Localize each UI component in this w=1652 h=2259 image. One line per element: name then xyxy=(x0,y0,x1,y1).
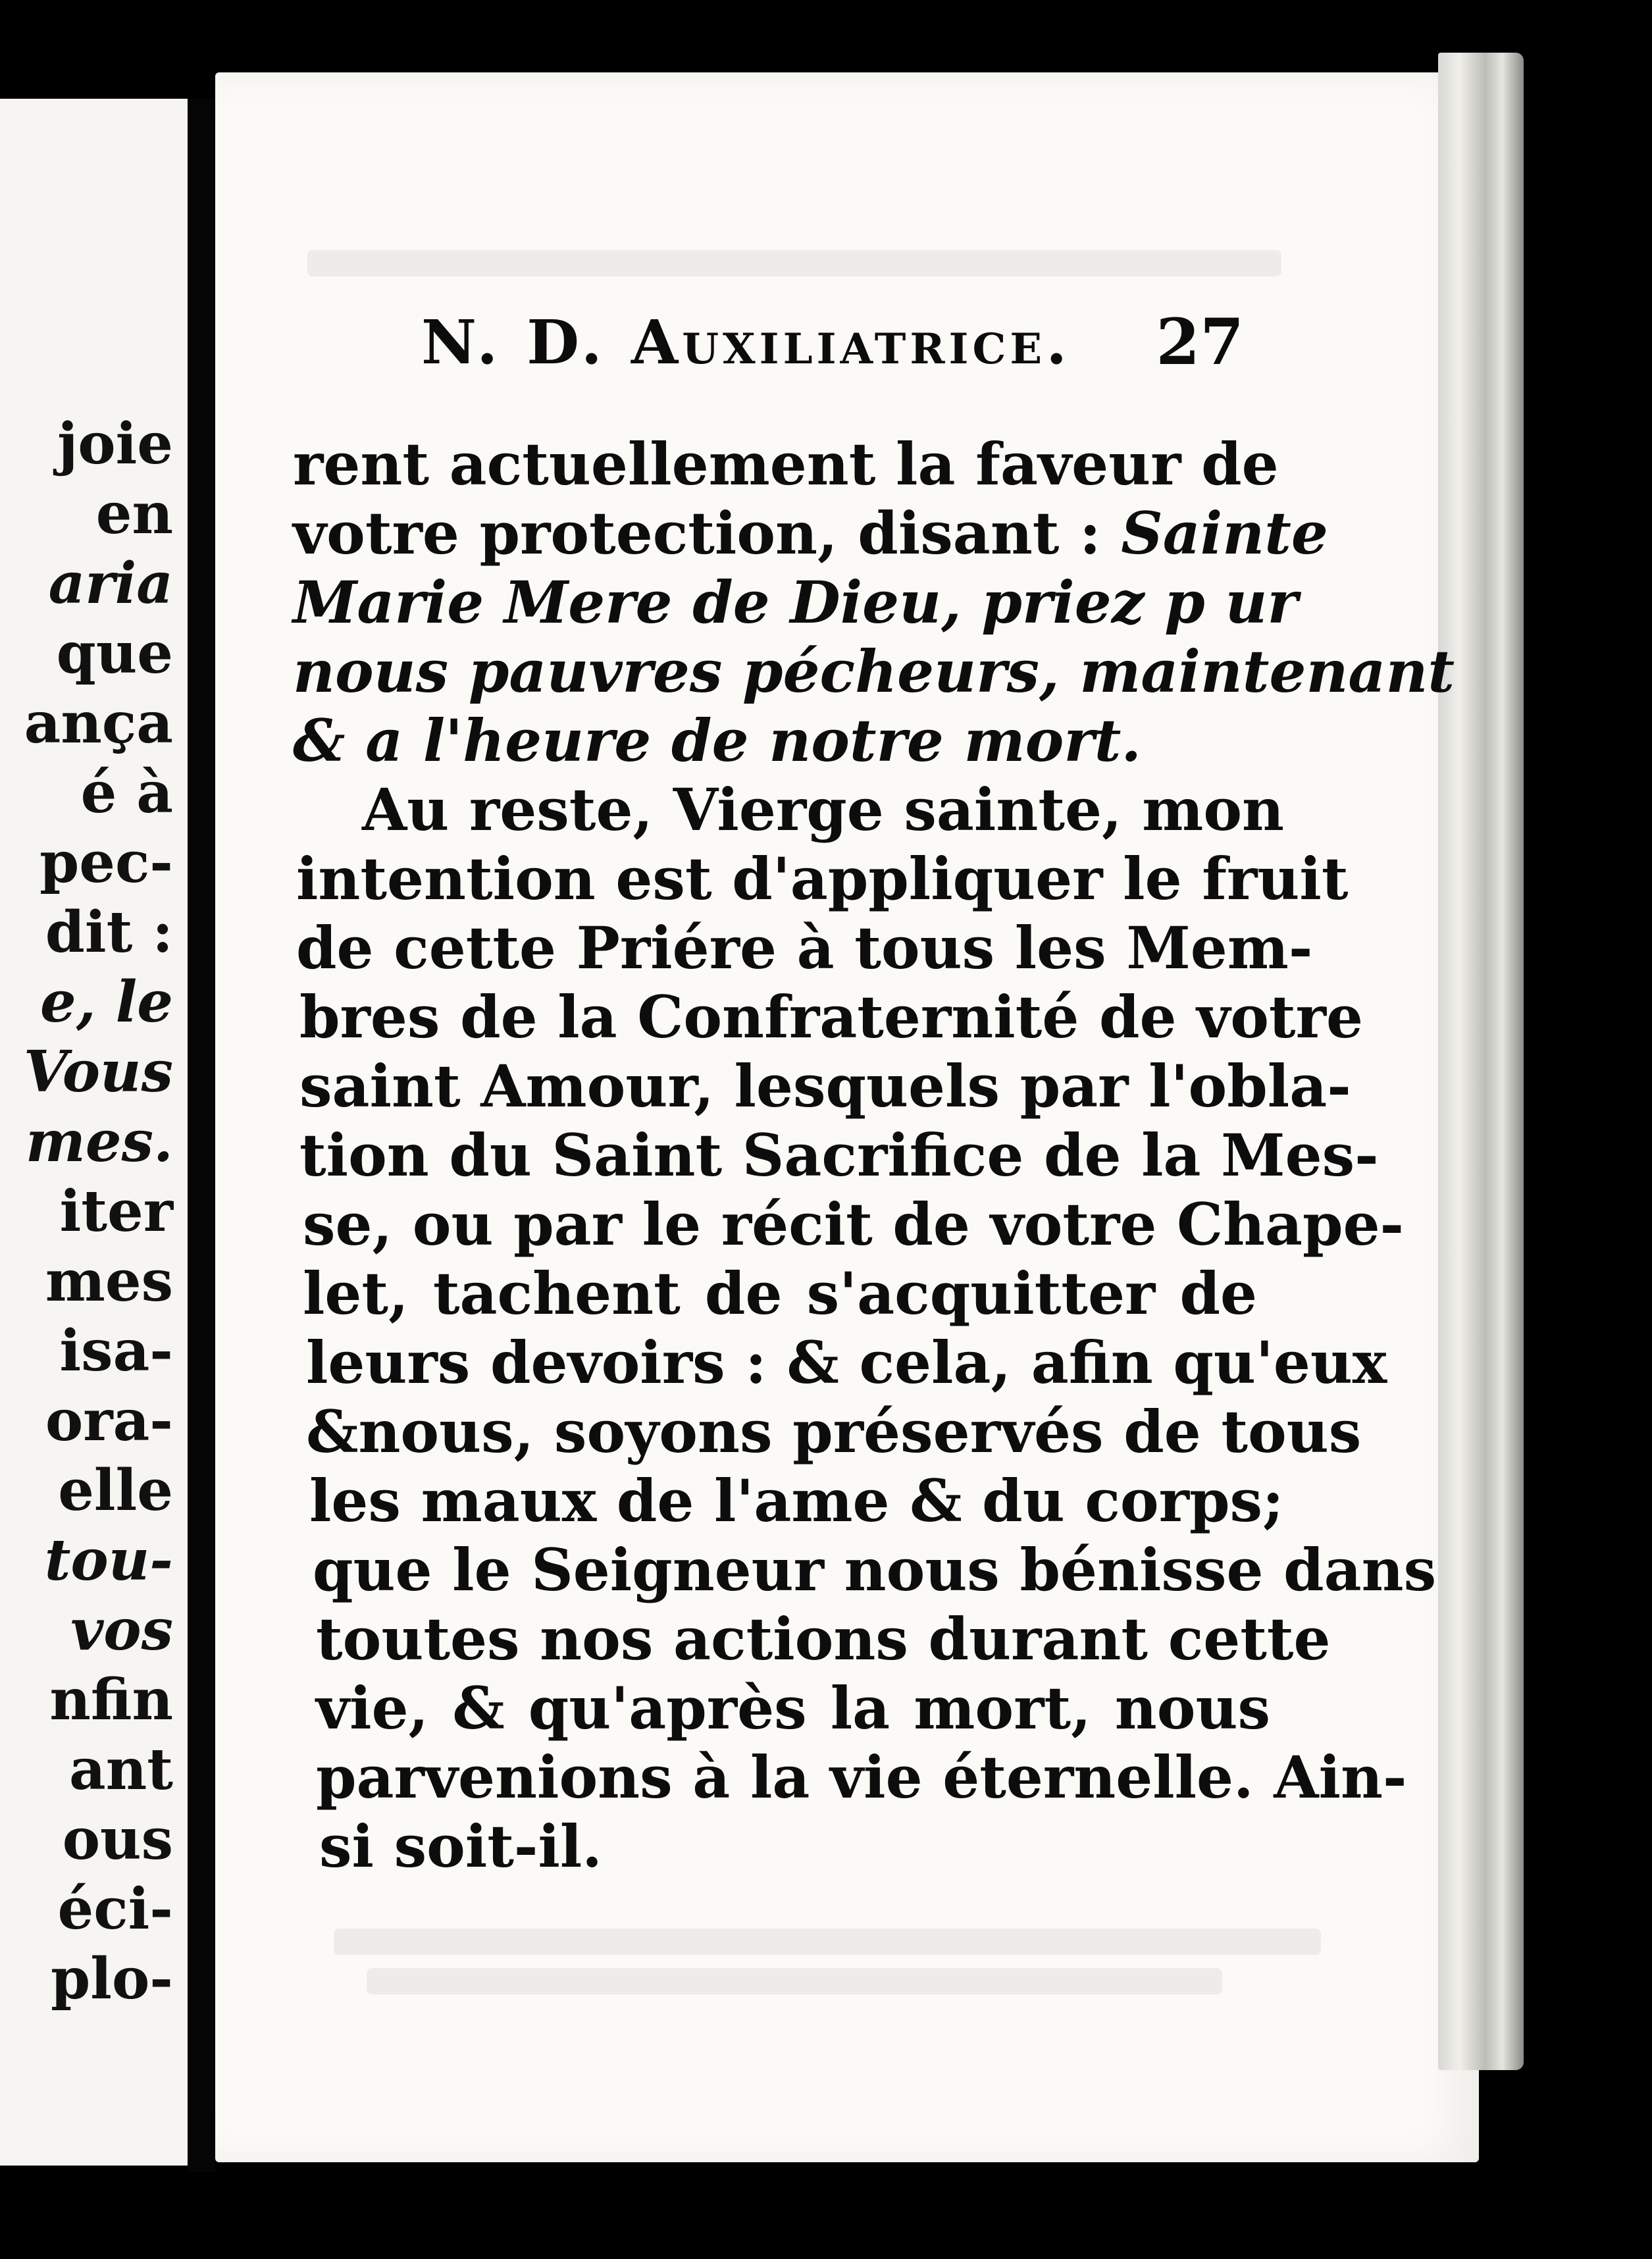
text-line: votre protection, disant : Sainte xyxy=(293,499,1328,567)
facing-page-line: ança xyxy=(24,690,173,756)
text-line: parvenions à la vie éternelle. Ain- xyxy=(316,1743,1407,1811)
facing-page-line: e, le xyxy=(40,969,173,1035)
facing-page-line: mes. xyxy=(25,1108,173,1175)
facing-page-line: ant xyxy=(69,1736,173,1803)
facing-page-line: joie xyxy=(57,411,173,477)
running-title: N. D. Auxiliatrice. xyxy=(421,307,1071,378)
facing-page-line: éci- xyxy=(57,1876,173,1942)
text-line: de cette Priére à tous les Mem- xyxy=(296,914,1313,982)
facing-page-line: ora- xyxy=(45,1388,173,1454)
text-line: let, tachent de s'acquitter de xyxy=(303,1259,1257,1328)
text-line: si soit-il. xyxy=(319,1812,602,1881)
text-line: vie, & qu'après la mort, nous xyxy=(316,1674,1270,1742)
facing-page-line: mes xyxy=(45,1248,173,1314)
facing-page-line: tou- xyxy=(44,1527,173,1594)
text-line: bres de la Confraternité de votre xyxy=(299,983,1363,1051)
text-line: saint Amour, lesquels par l'obla- xyxy=(299,1052,1351,1120)
facing-page-line: dit : xyxy=(45,899,173,966)
text-line: & a l'heure de notre mort. xyxy=(293,706,1141,775)
text-line: que le Seigneur nous bénisse dans xyxy=(313,1536,1437,1604)
text-line: Marie Mere de Dieu, priez p ur xyxy=(293,568,1298,636)
text-line: intention est d'appliquer le fruit xyxy=(296,844,1349,913)
page-edges xyxy=(1438,53,1524,2070)
page-number: 27 xyxy=(1156,305,1244,379)
facing-page-line: iter xyxy=(59,1178,173,1245)
show-through xyxy=(367,1968,1222,1994)
book-gutter xyxy=(188,99,215,2172)
text-line: &nous, soyons préservés de tous xyxy=(306,1397,1362,1466)
facing-page-line: vos xyxy=(70,1597,173,1663)
text-line: leurs devoirs : & cela, afin qu'eux xyxy=(306,1328,1387,1397)
facing-page-line: aria xyxy=(48,550,173,617)
text-line: toutes nos actions durant cette xyxy=(316,1605,1331,1673)
facing-page xyxy=(0,99,188,2166)
show-through xyxy=(334,1929,1321,1955)
text-line: rent actuellement la faveur de xyxy=(293,430,1279,498)
facing-page-line: que xyxy=(56,620,173,687)
facing-page-line: é à xyxy=(80,760,173,826)
text-line: se, ou par le récit de votre Chape- xyxy=(303,1190,1405,1259)
text-line: tion du Saint Sacrifice de la Mes- xyxy=(299,1121,1379,1189)
running-header xyxy=(421,306,1244,378)
facing-page-line: en xyxy=(95,480,173,547)
facing-page-line: plo- xyxy=(51,1946,173,2012)
show-through xyxy=(307,250,1281,276)
text-line: Au reste, Vierge sainte, mon xyxy=(362,775,1285,844)
facing-page-line: Vous xyxy=(23,1039,173,1105)
facing-page-line: pec- xyxy=(39,829,173,896)
facing-page-line: elle xyxy=(58,1457,173,1524)
text-line: les maux de l'ame & du corps; xyxy=(309,1467,1284,1535)
facing-page-line: isa- xyxy=(59,1318,173,1384)
text-line: nous pauvres pécheurs, maintenant xyxy=(293,637,1455,706)
facing-page-line: ous xyxy=(62,1806,173,1873)
facing-page-line: nfin xyxy=(49,1667,173,1733)
